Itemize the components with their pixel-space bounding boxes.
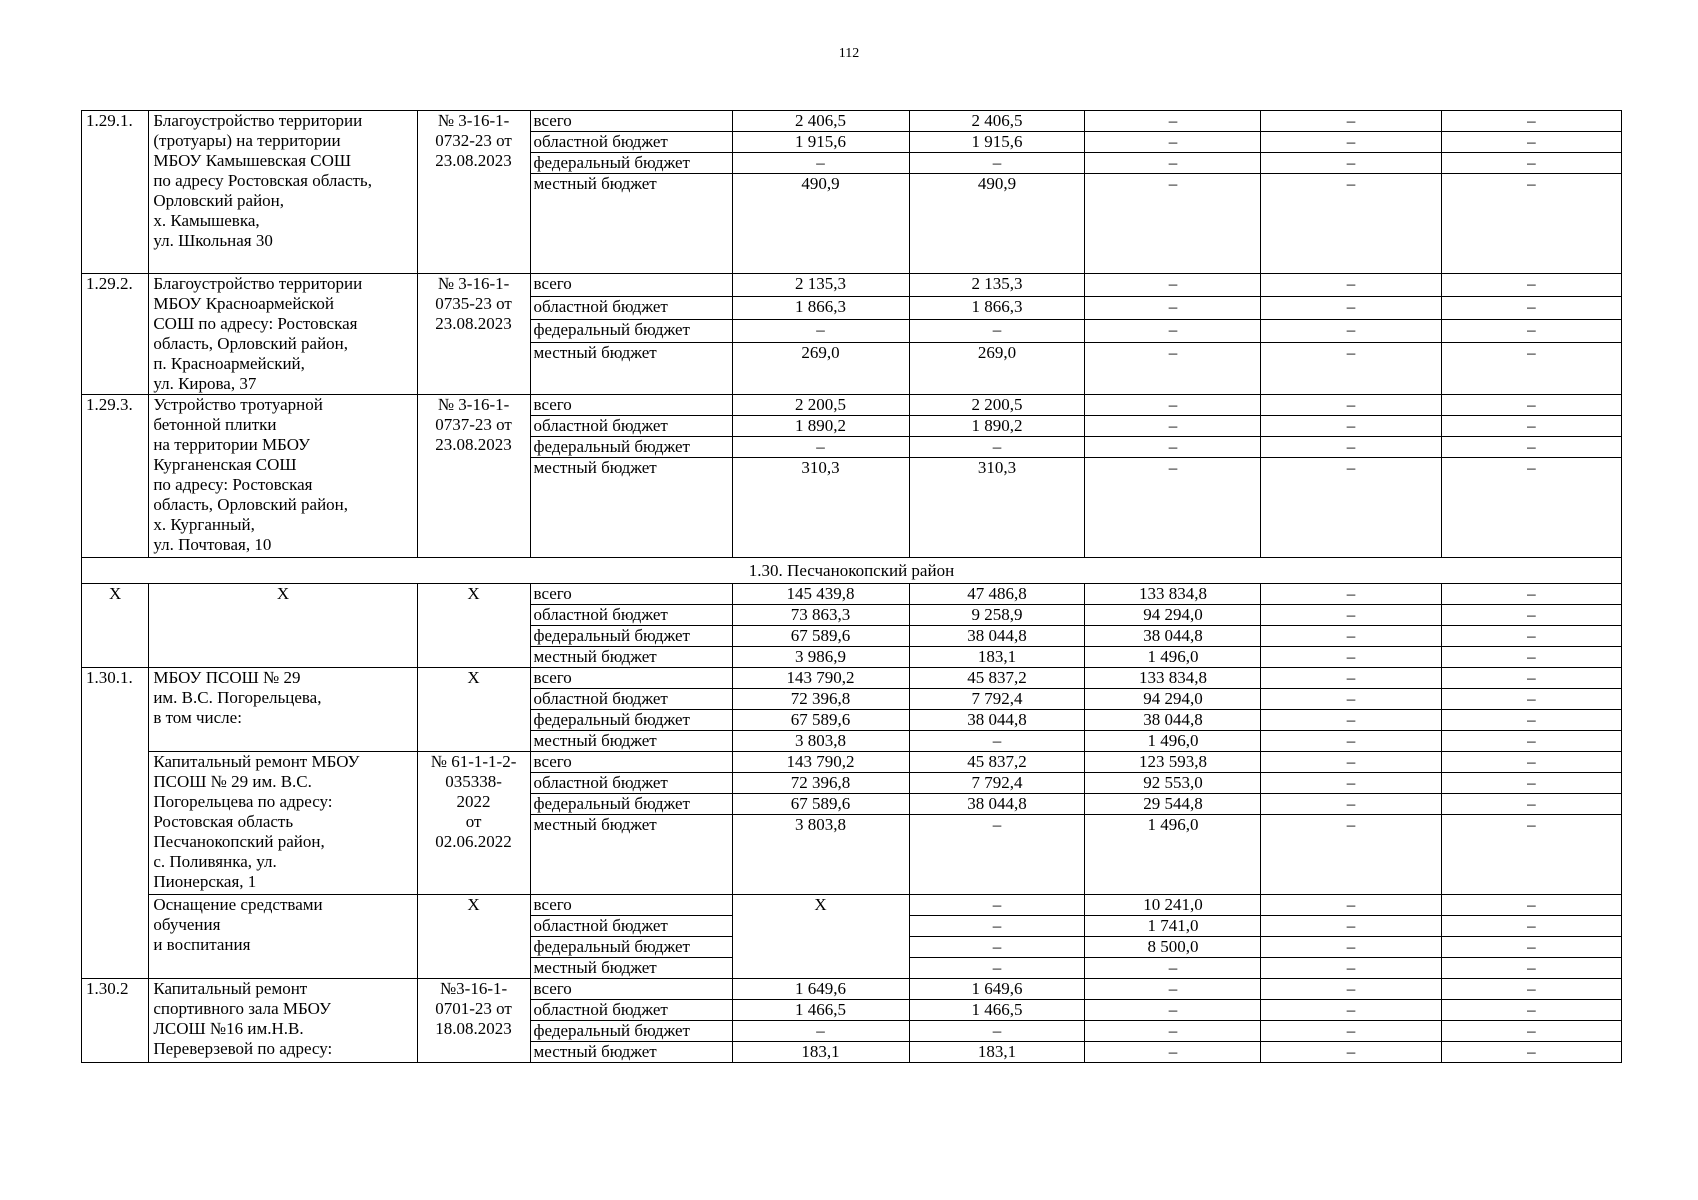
value-cell: – bbox=[1085, 979, 1261, 1000]
value-cell: – bbox=[1441, 153, 1621, 174]
value-cell: – bbox=[1261, 647, 1441, 668]
value-cell: – bbox=[1261, 916, 1441, 937]
value-cell: 92 553,0 bbox=[1085, 773, 1261, 794]
value-cell: 183,1 bbox=[909, 647, 1085, 668]
value-cell: 3 803,8 bbox=[732, 815, 909, 895]
value-cell: – bbox=[1441, 395, 1621, 416]
value-cell: 38 044,8 bbox=[1085, 626, 1261, 647]
object-name: Благоустройство территории МБОУ Красноармейской СОШ по адресу: Ростовская область, Орловский район, п. Красноармейский, ул. Кирова, 37 bbox=[149, 274, 417, 395]
value-cell: – bbox=[1261, 626, 1441, 647]
value-cell: – bbox=[909, 437, 1085, 458]
value-cell: 1 496,0 bbox=[1085, 815, 1261, 895]
value-cell: – bbox=[1261, 937, 1441, 958]
value-cell: – bbox=[1441, 437, 1621, 458]
value-cell: 38 044,8 bbox=[1085, 710, 1261, 731]
value-cell: – bbox=[1441, 937, 1621, 958]
funding-source: федеральный бюджет bbox=[530, 794, 732, 815]
value-cell: – bbox=[1085, 1042, 1261, 1063]
value-cell: – bbox=[1261, 153, 1441, 174]
funding-source: федеральный бюджет bbox=[530, 710, 732, 731]
value-cell: – bbox=[1261, 458, 1441, 558]
value-cell: 9 258,9 bbox=[909, 605, 1085, 626]
value-cell: 143 790,2 bbox=[732, 752, 909, 773]
funding-source: местный бюджет bbox=[530, 647, 732, 668]
value-cell: – bbox=[1441, 174, 1621, 274]
funding-source: местный бюджет bbox=[530, 458, 732, 558]
value-cell: 67 589,6 bbox=[732, 626, 909, 647]
value-cell: – bbox=[1261, 584, 1441, 605]
funding-source: всего bbox=[530, 979, 732, 1000]
value-cell: – bbox=[909, 958, 1085, 979]
value-cell: – bbox=[1441, 710, 1621, 731]
value-cell: 10 241,0 bbox=[1085, 895, 1261, 916]
value-cell: 1 466,5 bbox=[732, 1000, 909, 1021]
section-title: 1.30. Песчанокопский район bbox=[82, 558, 1622, 584]
row-number: 1.29.3. bbox=[82, 395, 149, 558]
value-cell: – bbox=[1261, 437, 1441, 458]
value-cell: – bbox=[1085, 1000, 1261, 1021]
value-cell: 269,0 bbox=[732, 343, 909, 395]
value-cell: – bbox=[1085, 174, 1261, 274]
object-name: Благоустройство территории (тротуары) на территории МБОУ Камышевская СОШ по адресу Ростовская область, Орловский район, х. Камышевка, ул. Школьная 30 bbox=[149, 111, 417, 274]
table-row bbox=[82, 111, 1622, 132]
value-cell: 1 741,0 bbox=[1085, 916, 1261, 937]
value-cell: – bbox=[1441, 773, 1621, 794]
funding-source: областной бюджет bbox=[530, 916, 732, 937]
value-cell: 45 837,2 bbox=[909, 668, 1085, 689]
value-cell: – bbox=[909, 1021, 1085, 1042]
value-cell: 8 500,0 bbox=[1085, 937, 1261, 958]
value-cell: 38 044,8 bbox=[909, 710, 1085, 731]
funding-source: всего bbox=[530, 395, 732, 416]
value-cell: 7 792,4 bbox=[909, 689, 1085, 710]
funding-source: местный бюджет bbox=[530, 731, 732, 752]
value-cell: – bbox=[1085, 343, 1261, 395]
value-cell: 1 496,0 bbox=[1085, 731, 1261, 752]
value-cell: – bbox=[1441, 605, 1621, 626]
value-cell: – bbox=[1441, 794, 1621, 815]
funding-source: федеральный бюджет bbox=[530, 320, 732, 343]
value-cell: – bbox=[1261, 395, 1441, 416]
value-cell: 67 589,6 bbox=[732, 710, 909, 731]
value-cell: – bbox=[732, 153, 909, 174]
table-row bbox=[82, 274, 1622, 297]
funding-source: всего bbox=[530, 274, 732, 297]
value-cell: Х bbox=[732, 895, 909, 979]
value-cell: 183,1 bbox=[732, 1042, 909, 1063]
value-cell: – bbox=[1441, 626, 1621, 647]
value-cell: – bbox=[909, 916, 1085, 937]
funding-source: всего bbox=[530, 895, 732, 916]
value-cell: – bbox=[909, 895, 1085, 916]
value-cell: 47 486,8 bbox=[909, 584, 1085, 605]
value-cell: 38 044,8 bbox=[909, 626, 1085, 647]
value-cell: – bbox=[1261, 773, 1441, 794]
funding-source: областной бюджет bbox=[530, 773, 732, 794]
funding-source: федеральный бюджет bbox=[530, 1021, 732, 1042]
value-cell: 73 863,3 bbox=[732, 605, 909, 626]
value-cell: – bbox=[1441, 458, 1621, 558]
value-cell: 490,9 bbox=[909, 174, 1085, 274]
value-cell: – bbox=[1261, 274, 1441, 297]
value-cell: – bbox=[732, 1021, 909, 1042]
value-cell: 29 544,8 bbox=[1085, 794, 1261, 815]
value-cell: – bbox=[1441, 343, 1621, 395]
funding-source: федеральный бюджет bbox=[530, 937, 732, 958]
value-cell: 123 593,8 bbox=[1085, 752, 1261, 773]
value-cell: – bbox=[1441, 895, 1621, 916]
object-name: МБОУ ПСОШ № 29 им. В.С. Погорельцева, в том числе: bbox=[149, 668, 417, 752]
value-cell: – bbox=[1085, 132, 1261, 153]
document-ref: № 3-16-1- 0737-23 от 23.08.2023 bbox=[417, 395, 530, 558]
value-cell: – bbox=[1441, 731, 1621, 752]
value-cell: – bbox=[1261, 958, 1441, 979]
value-cell: – bbox=[1441, 1021, 1621, 1042]
funding-source: федеральный бюджет bbox=[530, 153, 732, 174]
value-cell: 45 837,2 bbox=[909, 752, 1085, 773]
value-cell: – bbox=[1441, 416, 1621, 437]
row-number: 1.29.1. bbox=[82, 111, 149, 274]
value-cell: – bbox=[909, 320, 1085, 343]
funding-source: всего bbox=[530, 111, 732, 132]
document-ref: Х bbox=[417, 584, 530, 668]
value-cell: – bbox=[1441, 1000, 1621, 1021]
document-ref: № 61-1-1-2- 035338- 2022 от 02.06.2022 bbox=[417, 752, 530, 895]
value-cell: – bbox=[1085, 437, 1261, 458]
value-cell: 67 589,6 bbox=[732, 794, 909, 815]
document-ref: № 3-16-1- 0732-23 от 23.08.2023 bbox=[417, 111, 530, 274]
value-cell: 94 294,0 bbox=[1085, 605, 1261, 626]
funding-source: областной бюджет bbox=[530, 132, 732, 153]
value-cell: 3 986,9 bbox=[732, 647, 909, 668]
value-cell: – bbox=[1441, 916, 1621, 937]
value-cell: – bbox=[1441, 111, 1621, 132]
funding-source: местный бюджет bbox=[530, 343, 732, 395]
table-row bbox=[82, 584, 1622, 605]
object-name: Капитальный ремонт спортивного зала МБОУ ЛСОШ №16 им.Н.В. Переверзевой по адресу: bbox=[149, 979, 417, 1063]
value-cell: 1 496,0 bbox=[1085, 647, 1261, 668]
value-cell: – bbox=[1085, 458, 1261, 558]
value-cell: – bbox=[1261, 132, 1441, 153]
value-cell: – bbox=[732, 320, 909, 343]
document-ref: №3-16-1- 0701-23 от 18.08.2023 bbox=[417, 979, 530, 1063]
value-cell: – bbox=[1261, 710, 1441, 731]
value-cell: – bbox=[1085, 274, 1261, 297]
value-cell: 72 396,8 bbox=[732, 689, 909, 710]
value-cell: – bbox=[1261, 1000, 1441, 1021]
value-cell: 1 466,5 bbox=[909, 1000, 1085, 1021]
value-cell: – bbox=[909, 937, 1085, 958]
table-row bbox=[82, 895, 1622, 916]
value-cell: – bbox=[1085, 958, 1261, 979]
value-cell: 183,1 bbox=[909, 1042, 1085, 1063]
table-row bbox=[82, 752, 1622, 773]
row-number: 1.29.2. bbox=[82, 274, 149, 395]
value-cell: – bbox=[1085, 153, 1261, 174]
value-cell: – bbox=[1261, 416, 1441, 437]
object-name: Оснащение средствами обучения и воспитания bbox=[149, 895, 417, 979]
value-cell: – bbox=[1261, 605, 1441, 626]
value-cell: 490,9 bbox=[732, 174, 909, 274]
value-cell: 1 866,3 bbox=[732, 297, 909, 320]
funding-source: местный бюджет bbox=[530, 815, 732, 895]
value-cell: – bbox=[1441, 584, 1621, 605]
value-cell: – bbox=[1261, 794, 1441, 815]
object-name: Капитальный ремонт МБОУ ПСОШ № 29 им. В.С. Погорельцева по адресу: Ростовская область Песчанокопский район, с. Поливянка, ул. Пионерская, 1 bbox=[149, 752, 417, 895]
row-number: 1.30.1. bbox=[82, 668, 149, 979]
value-cell: – bbox=[1261, 1042, 1441, 1063]
funding-source: местный бюджет bbox=[530, 1042, 732, 1063]
value-cell: 2 135,3 bbox=[909, 274, 1085, 297]
row-number: Х bbox=[82, 584, 149, 668]
value-cell: – bbox=[1261, 343, 1441, 395]
value-cell: 3 803,8 bbox=[732, 731, 909, 752]
value-cell: – bbox=[1085, 416, 1261, 437]
value-cell: – bbox=[1441, 752, 1621, 773]
value-cell: – bbox=[1261, 297, 1441, 320]
value-cell: – bbox=[1441, 647, 1621, 668]
value-cell: – bbox=[1441, 1042, 1621, 1063]
value-cell: 1 649,6 bbox=[909, 979, 1085, 1000]
value-cell: – bbox=[909, 731, 1085, 752]
value-cell: – bbox=[1441, 668, 1621, 689]
funding-source: всего bbox=[530, 752, 732, 773]
table-row bbox=[82, 979, 1622, 1000]
value-cell: – bbox=[1261, 752, 1441, 773]
funding-source: всего bbox=[530, 668, 732, 689]
funding-source: областной бюджет bbox=[530, 297, 732, 320]
document-ref: Х bbox=[417, 668, 530, 752]
value-cell: 1 649,6 bbox=[732, 979, 909, 1000]
value-cell: 2 200,5 bbox=[732, 395, 909, 416]
value-cell: 310,3 bbox=[732, 458, 909, 558]
value-cell: – bbox=[1085, 395, 1261, 416]
value-cell: 7 792,4 bbox=[909, 773, 1085, 794]
value-cell: – bbox=[1261, 731, 1441, 752]
funding-source: областной бюджет bbox=[530, 1000, 732, 1021]
value-cell: 1 915,6 bbox=[909, 132, 1085, 153]
value-cell: – bbox=[1441, 979, 1621, 1000]
value-cell: – bbox=[1441, 297, 1621, 320]
value-cell: – bbox=[1441, 132, 1621, 153]
value-cell: – bbox=[1261, 815, 1441, 895]
value-cell: 2 406,5 bbox=[909, 111, 1085, 132]
value-cell: – bbox=[1441, 274, 1621, 297]
value-cell: – bbox=[1085, 1021, 1261, 1042]
funding-source: областной бюджет bbox=[530, 416, 732, 437]
value-cell: – bbox=[1261, 668, 1441, 689]
budget-table bbox=[81, 110, 1622, 1063]
funding-source: областной бюджет bbox=[530, 689, 732, 710]
value-cell: 143 790,2 bbox=[732, 668, 909, 689]
funding-source: областной бюджет bbox=[530, 605, 732, 626]
table-row bbox=[82, 395, 1622, 416]
value-cell: – bbox=[1441, 815, 1621, 895]
value-cell: 72 396,8 bbox=[732, 773, 909, 794]
value-cell: 133 834,8 bbox=[1085, 668, 1261, 689]
funding-source: всего bbox=[530, 584, 732, 605]
value-cell: – bbox=[1261, 320, 1441, 343]
value-cell: – bbox=[1441, 689, 1621, 710]
value-cell: – bbox=[1441, 958, 1621, 979]
value-cell: 2 135,3 bbox=[732, 274, 909, 297]
value-cell: – bbox=[909, 153, 1085, 174]
funding-source: местный бюджет bbox=[530, 174, 732, 274]
value-cell: – bbox=[1085, 297, 1261, 320]
document-ref: Х bbox=[417, 895, 530, 979]
funding-source: федеральный бюджет bbox=[530, 437, 732, 458]
value-cell: 133 834,8 bbox=[1085, 584, 1261, 605]
value-cell: – bbox=[1261, 1021, 1441, 1042]
value-cell: 1 915,6 bbox=[732, 132, 909, 153]
value-cell: – bbox=[1261, 111, 1441, 132]
value-cell: 1 890,2 bbox=[909, 416, 1085, 437]
value-cell: 38 044,8 bbox=[909, 794, 1085, 815]
row-number: 1.30.2 bbox=[82, 979, 149, 1063]
object-name: Х bbox=[149, 584, 417, 668]
value-cell: – bbox=[1261, 174, 1441, 274]
table-row bbox=[82, 558, 1622, 584]
value-cell: – bbox=[1085, 111, 1261, 132]
value-cell: 2 406,5 bbox=[732, 111, 909, 132]
value-cell: 2 200,5 bbox=[909, 395, 1085, 416]
document-ref: № 3-16-1- 0735-23 от 23.08.2023 bbox=[417, 274, 530, 395]
value-cell: 310,3 bbox=[909, 458, 1085, 558]
funding-source: местный бюджет bbox=[530, 958, 732, 979]
page-number: 112 bbox=[838, 46, 860, 61]
value-cell: – bbox=[1261, 689, 1441, 710]
value-cell: – bbox=[1261, 979, 1441, 1000]
value-cell: 145 439,8 bbox=[732, 584, 909, 605]
value-cell: – bbox=[1085, 320, 1261, 343]
value-cell: – bbox=[732, 437, 909, 458]
table-row bbox=[82, 668, 1622, 689]
value-cell: 94 294,0 bbox=[1085, 689, 1261, 710]
object-name: Устройство тротуарной бетонной плитки на территории МБОУ Курганенская СОШ по адресу: Ростовская область, Орловский район, х. Курганный, ул. Почтовая, 10 bbox=[149, 395, 417, 558]
value-cell: – bbox=[1261, 895, 1441, 916]
value-cell: – bbox=[909, 815, 1085, 895]
value-cell: 1 866,3 bbox=[909, 297, 1085, 320]
value-cell: 269,0 bbox=[909, 343, 1085, 395]
value-cell: – bbox=[1441, 320, 1621, 343]
funding-source: федеральный бюджет bbox=[530, 626, 732, 647]
value-cell: 1 890,2 bbox=[732, 416, 909, 437]
